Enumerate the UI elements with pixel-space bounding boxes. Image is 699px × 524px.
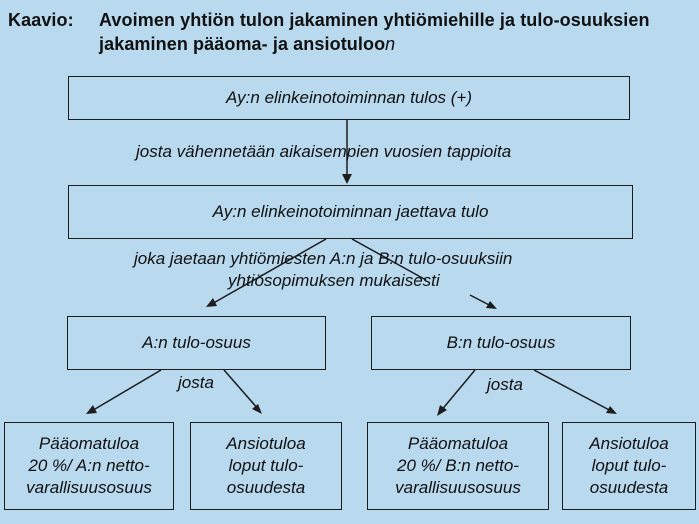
box-b-earned-income-line-2: loput tulo- — [591, 456, 667, 475]
box-b-earned-income — [562, 422, 696, 510]
box-b-income-share-text: B:n tulo-osuus — [446, 333, 556, 352]
title-line-2-suffix: n — [385, 34, 396, 54]
box-b-capital-income-line-3: varallisuusosuus — [395, 478, 521, 497]
box-a-earned-income-line-3: osuudesta — [226, 478, 306, 497]
box-a-earned-income-text — [226, 433, 305, 499]
box-b-capital-income-text — [395, 433, 521, 499]
box-distributable-income — [68, 185, 633, 239]
connector-a-to-capital — [86, 370, 161, 414]
box-business-result — [68, 76, 630, 120]
label-of-which-a: josta — [178, 373, 214, 392]
label-deduct-losses: josta vähennetään aikaisempien vuosien tappioita — [136, 142, 512, 161]
title-label: Kaavio: — [8, 10, 74, 30]
box-b-earned-income-text — [589, 433, 668, 499]
connector-b-to-earned — [534, 370, 617, 414]
box-b-capital-income — [367, 422, 549, 510]
box-a-earned-income-line-1: Ansiotuloa — [226, 434, 306, 453]
box-a-capital-income-line-1: Pääomatuloa — [38, 434, 140, 453]
box-a-income-share — [67, 316, 326, 370]
box-b-income-share — [371, 316, 631, 370]
label-split-line-1: joka jaetaan yhtiömiesten A:n ja B:n tulo-osuuksiin — [134, 249, 513, 268]
box-distributable-income-text: Ay:n elinkeinotoiminnan jaettava tulo — [212, 202, 489, 221]
box-b-capital-income-line-1: Pääomatuloa — [407, 434, 509, 453]
box-b-earned-income-line-3: osuudesta — [589, 478, 669, 497]
box-a-capital-income-line-3: varallisuusosuus — [26, 478, 152, 497]
connector-b-to-capital — [437, 370, 475, 416]
box-a-earned-income — [190, 422, 342, 510]
label-of-which-b: josta — [487, 375, 523, 394]
box-b-capital-income-line-2: 20 %/ B:n netto- — [397, 456, 519, 475]
box-b-earned-income-line-1: Ansiotuloa — [589, 434, 669, 453]
title-line-2-prefix: jakaminen pääoma- ja ansiotuloo — [99, 34, 386, 54]
title-line-1: Avoimen yhtiön tulon jakaminen yhtiömiehille ja tulo-osuuksien — [99, 10, 650, 30]
box-a-capital-income-text — [26, 433, 152, 499]
connector-a-to-earned — [224, 370, 262, 414]
box-a-capital-income-line-2: 20 %/ A:n netto- — [28, 456, 150, 475]
box-a-capital-income — [4, 422, 174, 510]
box-a-income-share-text: A:n tulo-osuus — [142, 333, 251, 352]
box-a-earned-income-line-2: loput tulo- — [228, 456, 304, 475]
box-business-result-text: Ay:n elinkeinotoiminnan tulos (+) — [225, 88, 472, 107]
label-split-line-2: yhtiösopimuksen mukaisesti — [228, 271, 440, 290]
